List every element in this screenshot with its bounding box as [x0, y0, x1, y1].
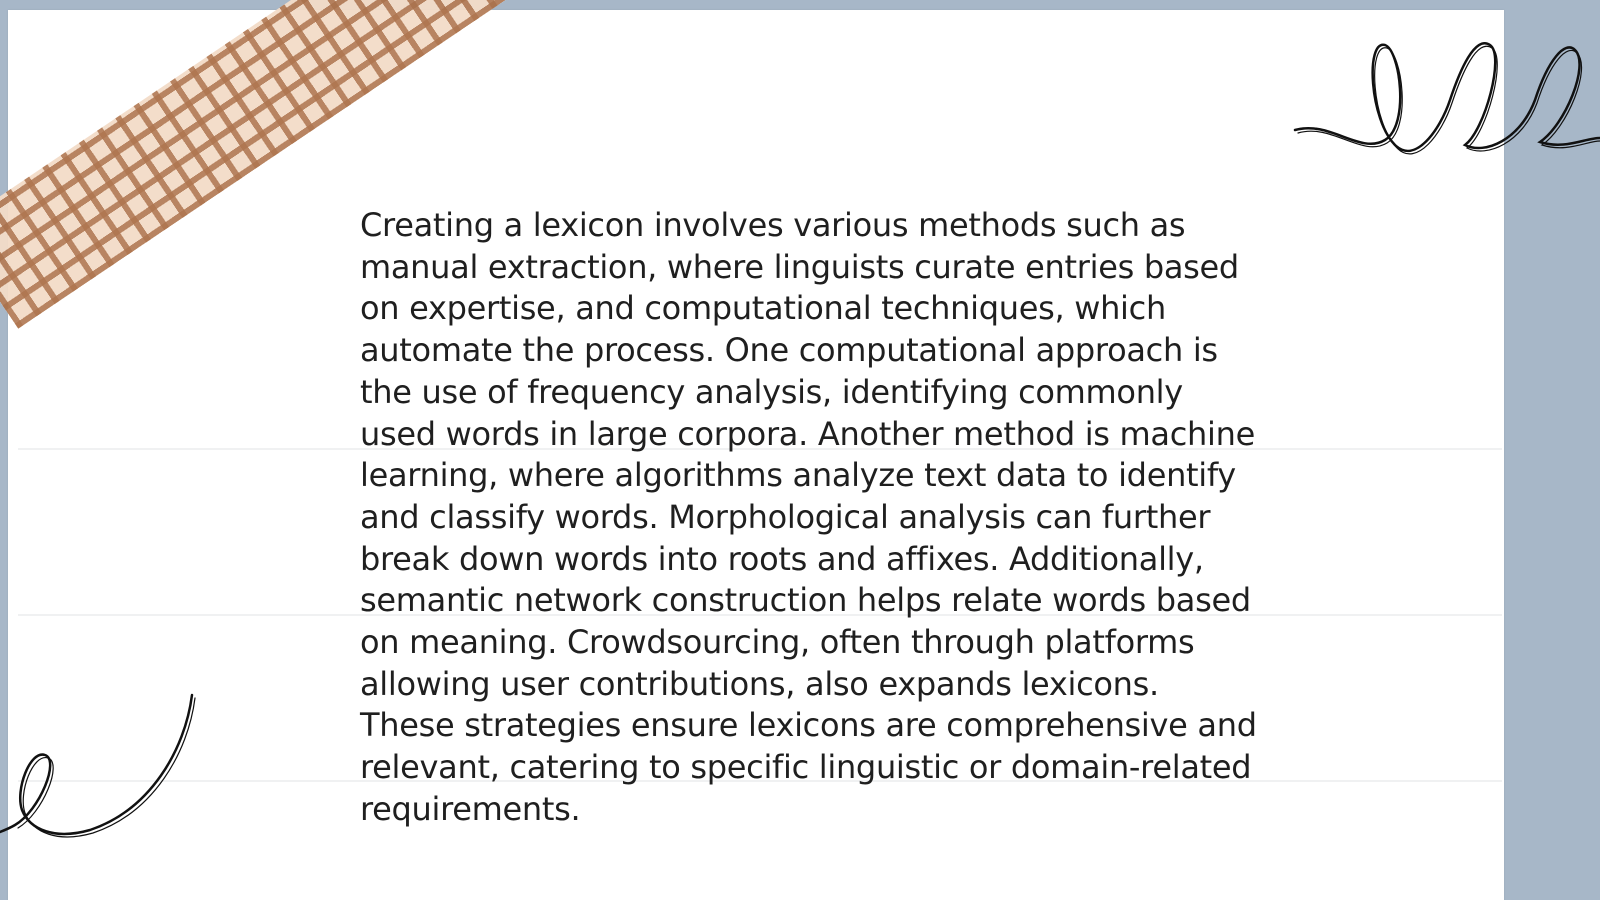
body-paragraph: Creating a lexicon involves various methods such as manual extraction, where linguists curate entries based on expertise, and computational techniques, which automate the process. One computational approach is the use of frequency analysis, identifying commonly used words in large corpora. Another method is machine learning, where algorithms analyze text data to identify and classify words. Morphological analysis can further break down words into roots and affixes. Additionally, semantic network construction helps relate words based on meaning. Crowdsourcing, often through platforms allowing user contributions, also expands lexicons. These strategies ensure lexicons are comprehensive and relevant, catering to specific linguistic or domain-related requirements. [360, 206, 1257, 828]
